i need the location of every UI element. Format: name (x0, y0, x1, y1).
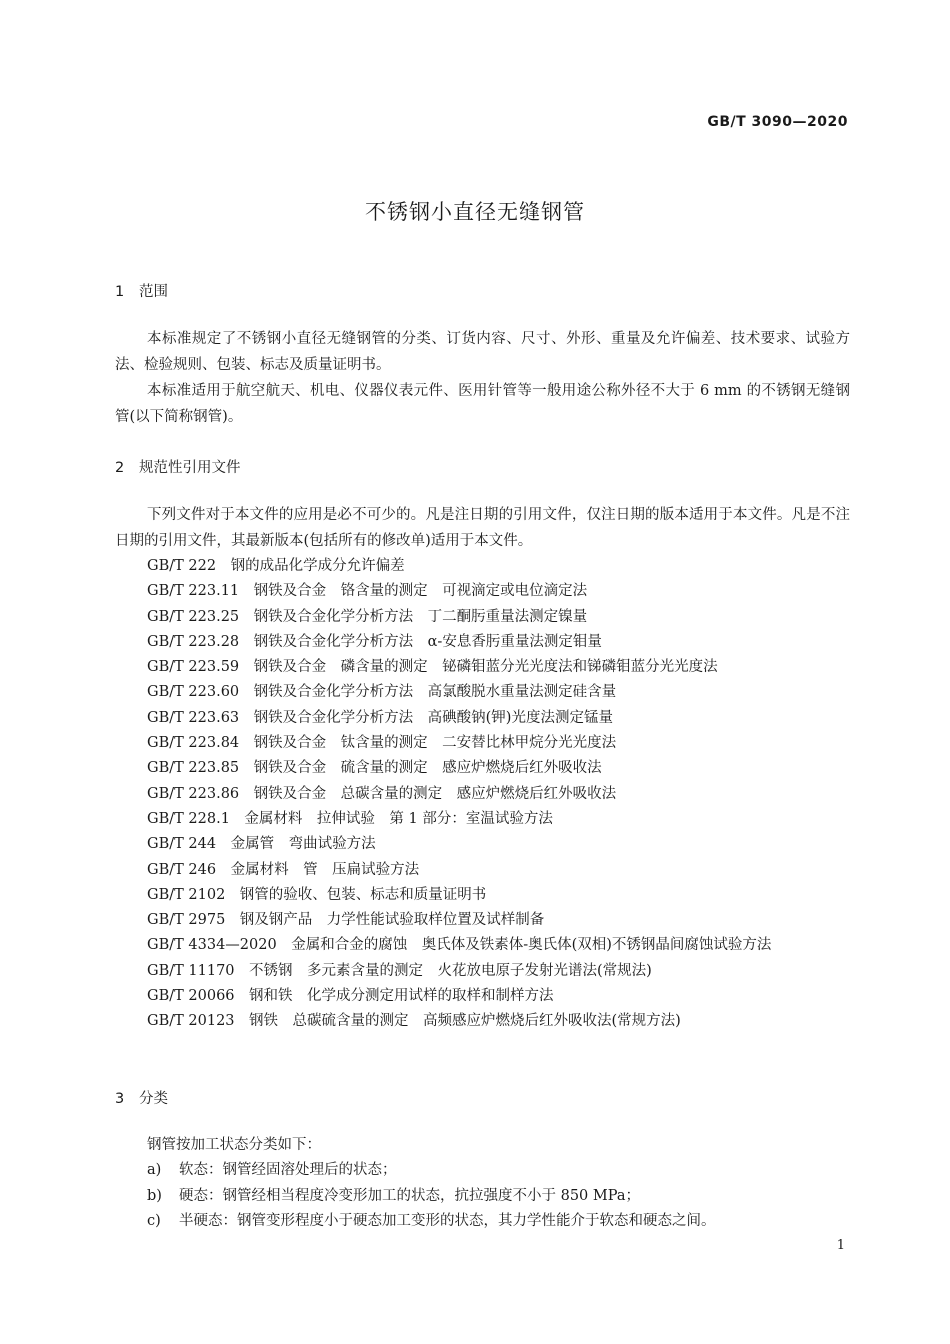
section-1-heading (115, 280, 168, 301)
reference-item: GB/T 246 金属材料 管 压扁试验方法 (147, 861, 420, 878)
section-number: 2 (115, 460, 125, 476)
page-title: 不锈钢小直径无缝钢管 (365, 200, 585, 224)
reference-item: GB/T 2975 钢及钢产品 力学性能试验取样位置及试样制备 (147, 912, 545, 929)
list-text: 半硬态：钢管变形程度小于硬态加工变形的状态，其力学性能介于软态和硬态之间。 (179, 1212, 716, 1229)
reference-item: GB/T 244 金属管 弯曲试验方法 (147, 836, 376, 853)
list-text: 硬态：钢管经相当程度冷变形加工的状态，抗拉强度不小于 850 MPa； (179, 1187, 640, 1204)
page-number: 1 (836, 1238, 845, 1253)
list-text: 软态：钢管经固溶处理后的状态； (179, 1162, 397, 1179)
reference-item: GB/T 223.28 钢铁及合金化学分析方法 α-安息香肟重量法测定钼量 (147, 633, 602, 650)
reference-list (115, 554, 850, 1035)
list-item (115, 1209, 850, 1234)
section-3-intro: 钢管按加工状态分类如下： (147, 1137, 321, 1153)
reference-item: GB/T 223.11 钢铁及合金 铬含量的测定 可视滴定或电位滴定法 (147, 583, 588, 600)
reference-item: GB/T 223.60 钢铁及合金化学分析方法 高氯酸脱水重量法测定硅含量 (147, 684, 617, 701)
reference-item: GB/T 223.85 钢铁及合金 硫含量的测定 感应炉燃烧后红外吸收法 (147, 760, 602, 777)
section-number: 3 (115, 1091, 125, 1107)
reference-item: GB/T 223.25 钢铁及合金化学分析方法 丁二酮肟重量法测定镍量 (147, 608, 588, 625)
reference-item: GB/T 223.84 钢铁及合金 钛含量的测定 二安替比林甲烷分光光度法 (147, 735, 617, 752)
section-3-heading (115, 1087, 168, 1108)
standard-code: GB/T 3090—2020 (707, 114, 848, 130)
section-1-paragraph-2: 本标准适用于航空航天、机电、仪器仪表元件、医用针管等一般用途公称外径不大于 6 mm 的不锈钢无缝钢管(以下简称钢管)。 (115, 383, 850, 425)
section-title: 分类 (139, 1091, 168, 1107)
section-1-paragraph-1: 本标准规定了不锈钢小直径无缝钢管的分类、订货内容、尺寸、外形、重量及允许偏差、技术要求、试验方法、检验规则、包装、标志及质量证明书。 (115, 331, 850, 373)
list-item (115, 1158, 850, 1183)
reference-item: GB/T 20066 钢和铁 化学成分测定用试样的取样和制样方法 (147, 988, 554, 1005)
list-marker: c) (147, 1212, 161, 1229)
reference-item: GB/T 228.1 金属材料 拉伸试验 第 1 部分：室温试验方法 (147, 810, 553, 827)
section-2-heading (115, 456, 241, 477)
reference-item: GB/T 20123 钢铁 总碳硫含量的测定 高频感应炉燃烧后红外吸收法(常规方法) (147, 1013, 681, 1030)
section-number: 1 (115, 284, 125, 300)
list-marker: b) (147, 1187, 162, 1204)
classification-list (115, 1133, 850, 1234)
reference-item: GB/T 223.63 钢铁及合金化学分析方法 高碘酸钠(钾)光度法测定锰量 (147, 709, 613, 726)
reference-item: GB/T 4334—2020 金属和合金的腐蚀 奥氏体及铁素体-奥氏体(双相)不锈钢晶间腐蚀试验方法 (147, 937, 772, 954)
reference-item: GB/T 223.59 钢铁及合金 磷含量的测定 铋磷钼蓝分光光度法和锑磷钼蓝分光光度法 (147, 659, 718, 676)
section-2-intro: 下列文件对于本文件的应用是必不可少的。凡是注日期的引用文件，仅注日期的版本适用于本文件。凡是不注日期的引用文件，其最新版本(包括所有的修改单)适用于本文件。 (115, 507, 850, 549)
reference-item: GB/T 223.86 钢铁及合金 总碳含量的测定 感应炉燃烧后红外吸收法 (147, 785, 617, 802)
reference-item: GB/T 222 钢的成品化学成分允许偏差 (147, 558, 405, 574)
list-marker: a) (147, 1162, 162, 1179)
list-item (115, 1184, 850, 1209)
section-title: 规范性引用文件 (139, 460, 241, 476)
reference-item: GB/T 2102 钢管的验收、包装、标志和质量证明书 (147, 886, 487, 903)
section-title: 范围 (139, 284, 168, 300)
reference-item: GB/T 11170 不锈钢 多元素含量的测定 火花放电原子发射光谱法(常规法) (147, 962, 652, 979)
